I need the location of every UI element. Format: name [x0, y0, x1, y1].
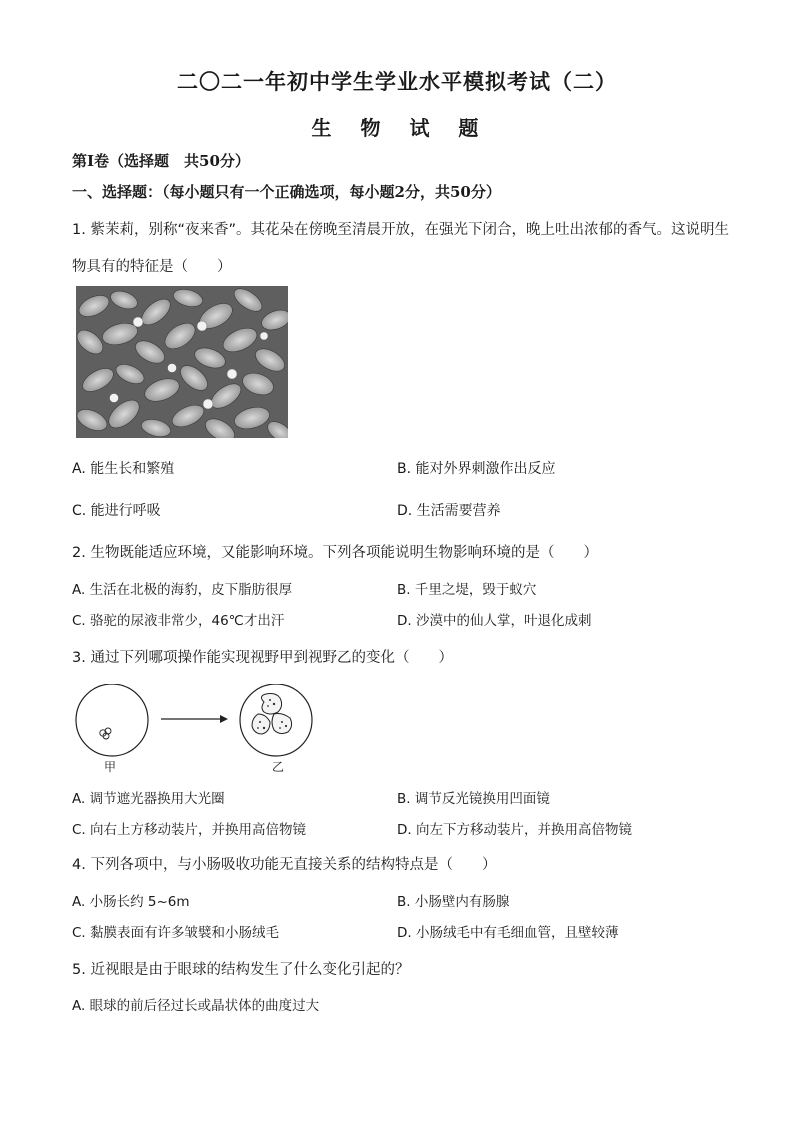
q2-option-c: C. 骆驼的尿液非常少，46℃才出汗	[72, 613, 285, 629]
q5-option-a: A. 眼球的前后径过长或晶状体的曲度过大	[72, 998, 320, 1014]
small-cell-cluster	[100, 728, 111, 739]
q1-option-b: B. 能对外界刺激作出反应	[397, 461, 556, 477]
q1-option-d: D. 生活需要营养	[397, 503, 501, 519]
q1-stem-line1: 1. 紫茉莉，别称“夜来香”。其花朵在傍晚至清晨开放，在强光下闭合，晚上吐出浓郁的香气。这说明生	[72, 222, 729, 238]
field-label-jia: 甲	[104, 760, 117, 774]
field-label-yi: 乙	[272, 760, 285, 774]
q4-option-d: D. 小肠绒毛中有毛细血管，且壁较薄	[397, 925, 619, 941]
q3-option-d: D. 向左下方移动装片，并换用高倍物镜	[397, 822, 632, 838]
q3-option-a: A. 调节遮光器换用大光圈	[72, 791, 225, 807]
q3-option-c: C. 向右上方移动装片，并换用高倍物镜	[72, 822, 307, 838]
q1-option-c: C. 能进行呼吸	[72, 503, 161, 519]
subject-title: 生 物 试 题	[311, 116, 483, 140]
q4-option-b: B. 小肠壁内有肠腺	[397, 894, 510, 910]
exam-title: 二〇二一年初中学生学业水平模拟考试（二）	[177, 69, 617, 94]
q2-stem: 2. 生物既能适应环境，又能影响环境。下列各项能说明生物影响环境的是（ ）	[72, 545, 598, 561]
q2-option-a: A. 生活在北极的海豹，皮下脂肪很厚	[72, 582, 293, 598]
q4-option-c: C. 黏膜表面有许多皱襞和小肠绒毛	[72, 925, 280, 941]
q4-stem: 4. 下列各项中，与小肠吸收功能无直接关系的结构特点是（ ）	[72, 857, 497, 873]
part-heading: 第Ⅰ卷（选择题 共50分）	[72, 152, 250, 170]
four-oclock-flower-photo	[76, 286, 288, 438]
q3-stem: 3. 通过下列哪项操作能实现视野甲到视野乙的变化（ ）	[72, 650, 453, 666]
q1-option-a: A. 能生长和繁殖	[72, 461, 175, 477]
q2-option-b: B. 千里之堤，毁于蚁穴	[397, 582, 537, 598]
q2-option-d: D. 沙漠中的仙人掌，叶退化成刺	[397, 613, 592, 629]
q3-option-b: B. 调节反光镜换用凹面镜	[397, 791, 550, 807]
q1-stem-line2: 物具有的特征是（ ）	[72, 259, 232, 275]
q5-stem: 5. 近视眼是由于眼球的结构发生了什么变化引起的？	[72, 962, 410, 978]
q4-option-a: A. 小肠长约 5~6m	[72, 894, 190, 910]
section-heading: 一、选择题：（每小题只有一个正确选项，每小题2分，共50分）	[72, 183, 501, 201]
